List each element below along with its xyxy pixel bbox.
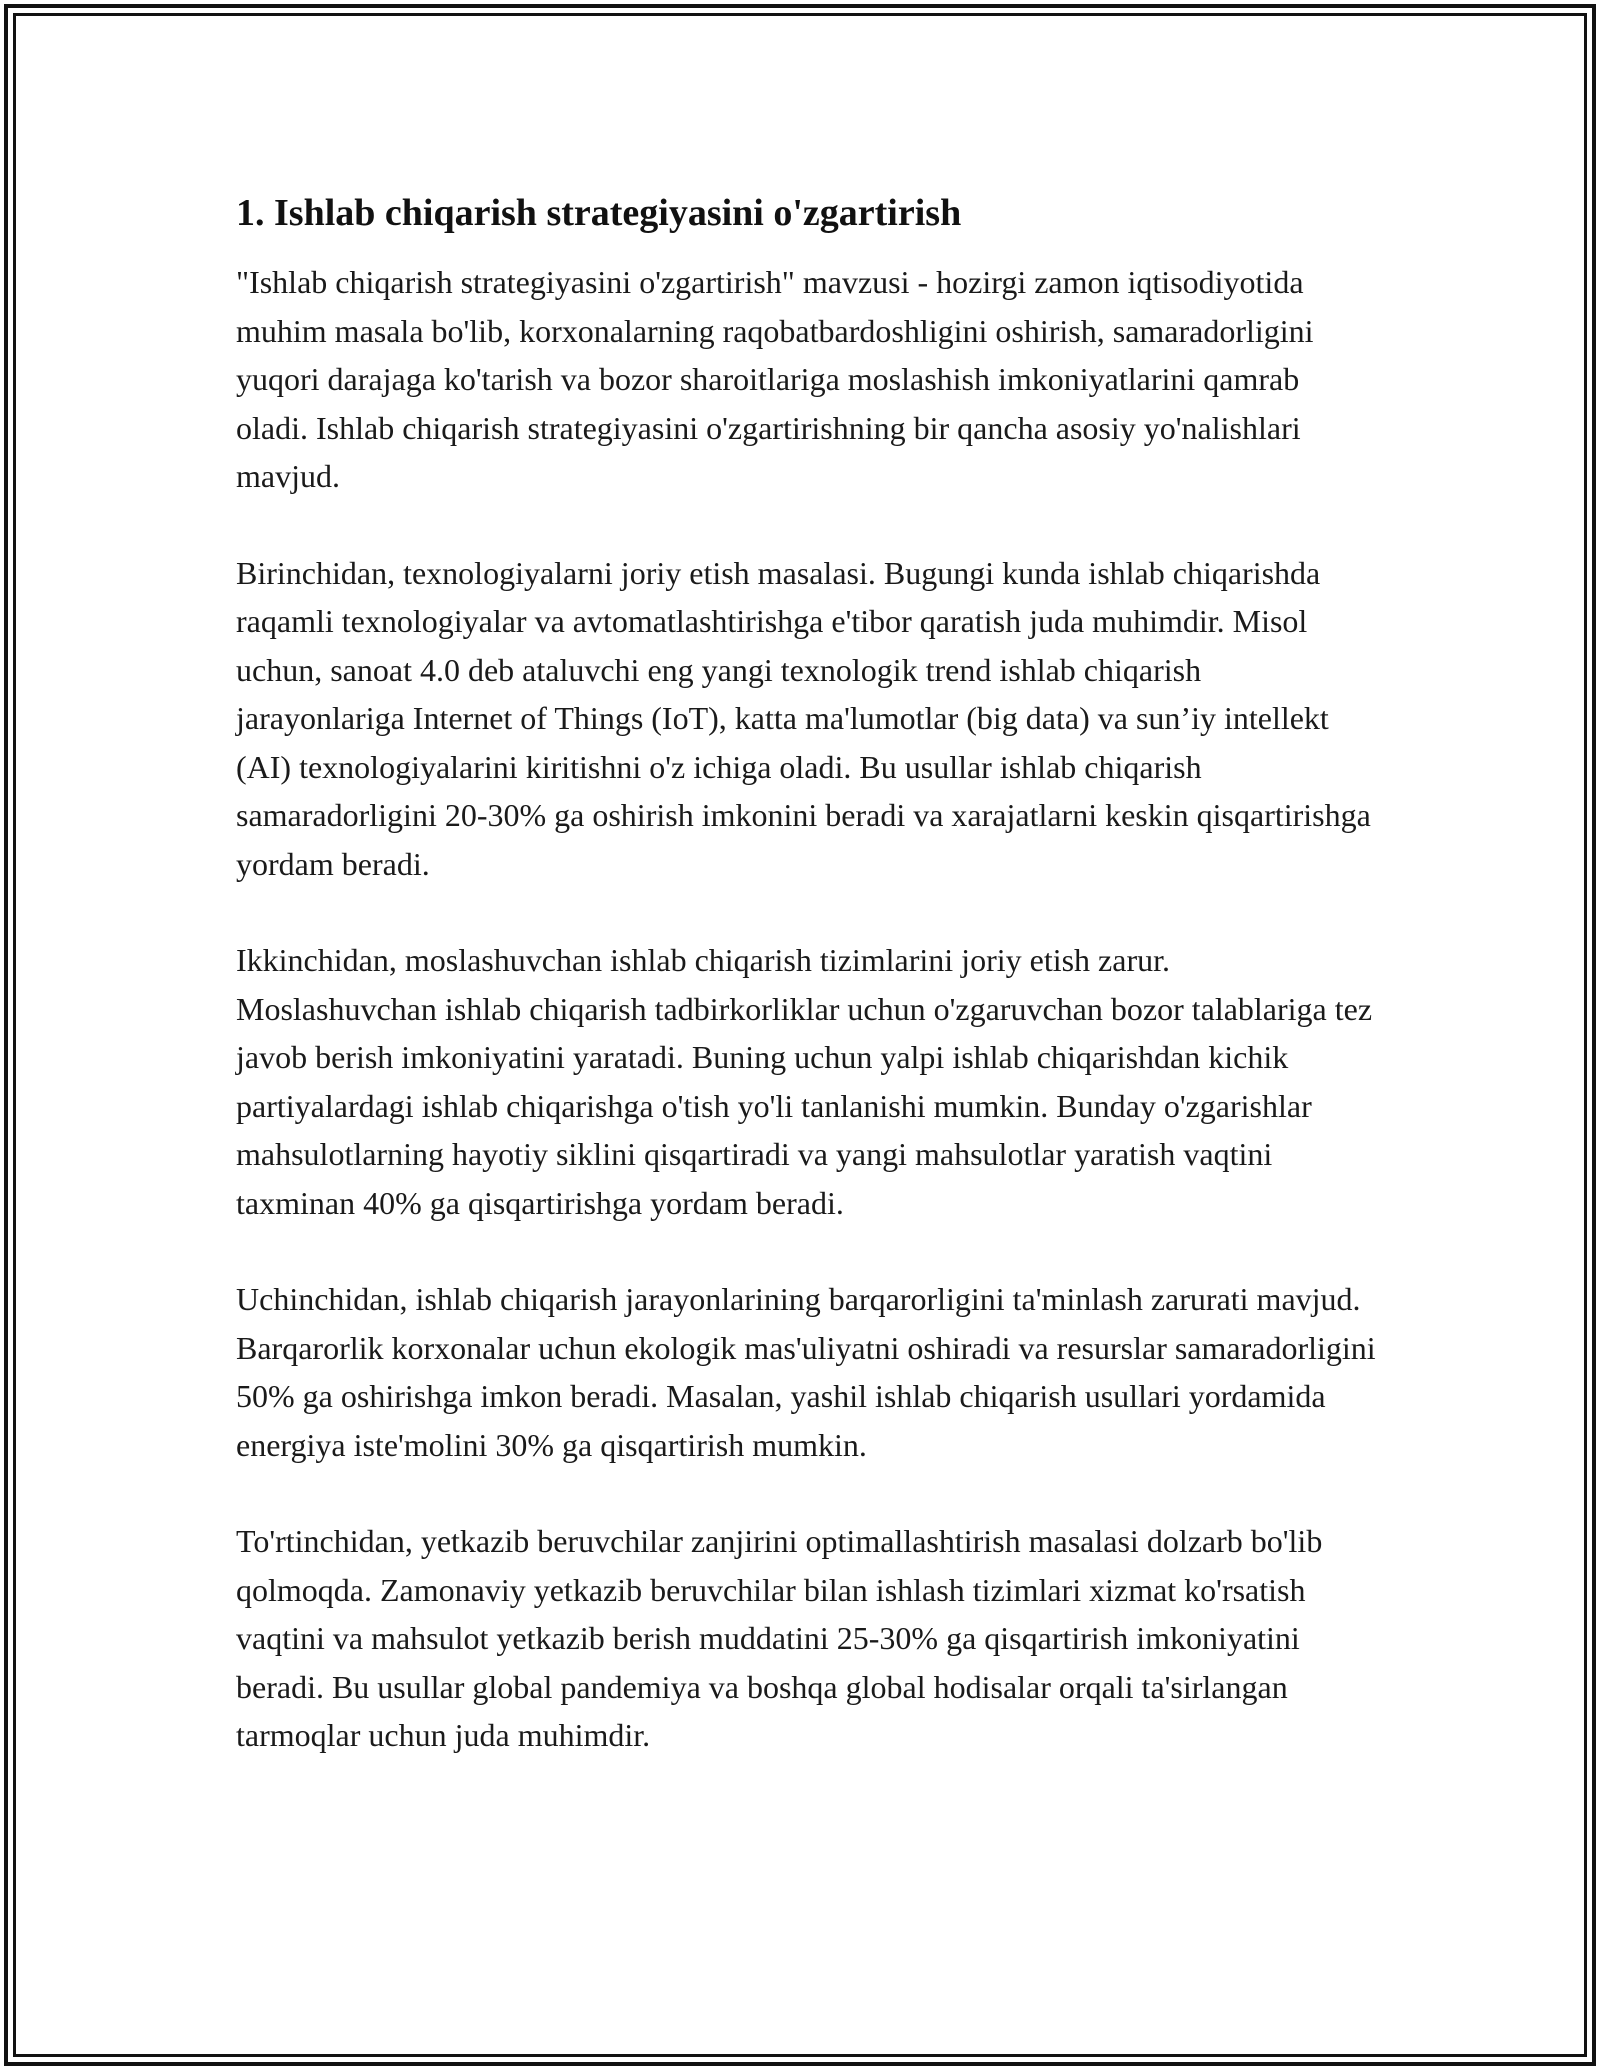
paragraph-second-direction: Ikkinchidan, moslashuvchan ishlab chiqarish tizimlarini joriy etish zarur. Moslashuvchan ishlab chiqarish tadbirkorliklar uchun o'zgaruvchan bozor talablariga tez javob berish imkoniyatini yaratadi. Buning uchun yalpi ishlab chiqarishdan kichik partiyalardagi ishlab chiqarishga o'tish yo'li tanlanishi mumkin. Bunday o'zgarishlar mahsulotlarning hayotiy siklini qisqartiradi va yangi mahsulotlar yaratish vaqtini taxminan 40% ga qisqartirishga yordam beradi.: [236, 942, 1373, 1221]
paragraph-intro: "Ishlab chiqarish strategiyasini o'zgartirish" mavzusi - hozirgi zamon iqtisodiyotida muhim masala bo'lib, korxonalarning raqobatbardoshligini oshirish, samaradorligini yuqori darajaga ko'tarish va bozor sharoitlariga moslashish imkoniyatlarini qamrab oladi. Ishlab chiqarish strategiyasini o'zgartirishning bir qancha asosiy yo'nalishlari mavjud.: [236, 264, 1314, 494]
document-body: [236, 188, 1376, 1808]
paragraph-fourth-direction: To'rtinchidan, yetkazib beruvchilar zanjirini optimallashtirish masalasi dolzarb bo'lib qolmoqda. Zamonaviy yetkazib beruvchilar bilan ishlash tizimlari xizmat ko'rsatish vaqtini va mahsulot yetkazib berish muddatini 25-30% ga qisqartirish imkoniyatini beradi. Bu usullar global pandemiya va boshqa global hodisalar orqali ta'sirlangan tarmoqlar uchun juda muhimdir.: [236, 1523, 1323, 1753]
section-title: 1. Ishlab chiqarish strategiyasini o'zgartirish: [236, 192, 962, 234]
paragraph-first-direction: Birinchidan, texnologiyalarni joriy etish masalasi. Bugungi kunda ishlab chiqarishda raqamli texnologiyalar va avtomatlashtirishga e'tibor qaratish juda muhimdir. Misol uchun, sanoat 4.0 deb ataluvchi eng yangi texnologik trend ishlab chiqarish jarayonlariga Internet of Things (IoT), katta ma'lumotlar (big data) va sun’iy intellekt (AI) texnologiyalarini kiritishni o'z ichiga oladi. Bu usullar ishlab chiqarish samaradorligini 20-30% ga oshirish imkonini beradi va xarajatlarni keskin qisqartirishga yordam beradi.: [236, 554, 1371, 882]
paragraph-third-direction: Uchinchidan, ishlab chiqarish jarayonlarining barqarorligini ta'minlash zarurati mavjud. Barqarorlik korxonalar uchun ekologik mas'uliyatni oshiradi va resurslar samaradorligini 50% ga oshirishga imkon beradi. Masalan, yashil ishlab chiqarish usullari yordamida energiya iste'molini 30% ga qisqartirish mumkin.: [236, 1281, 1376, 1463]
